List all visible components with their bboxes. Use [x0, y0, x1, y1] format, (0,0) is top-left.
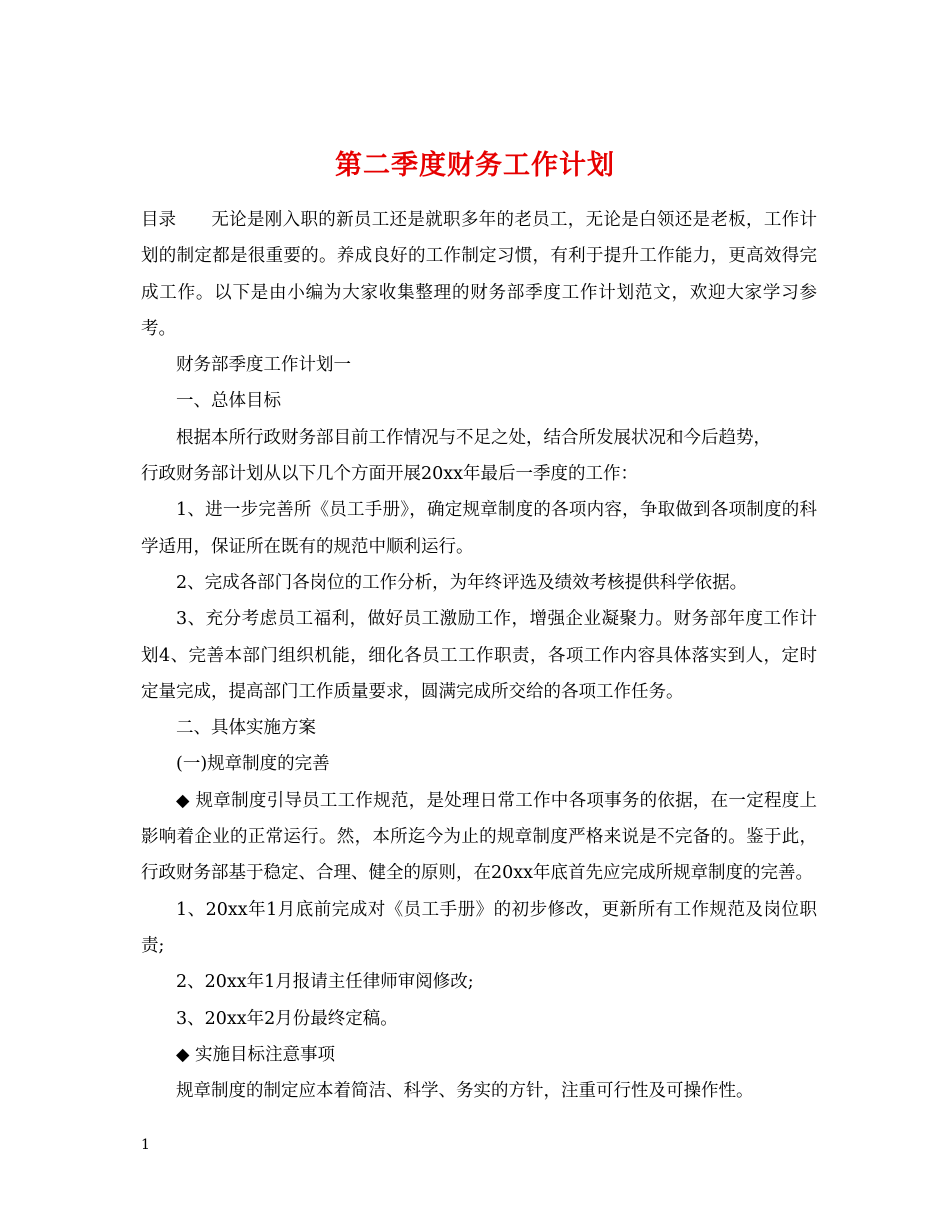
page-number: 1 — [141, 1137, 150, 1153]
list-item: 2、完成各部门各岗位的工作分析，为年终评选及绩效考核提供科学依据。 — [176, 572, 748, 593]
bullet-paragraph: ◆ 规章制度引导员工工作规范，是处理日常工作中各项事务的依据，在一定程度上影响着企业的正常运行。然，本所迄今为止的规章制度严格来说是不完备的。鉴于此，行政财务部基于稳定、合理、健全的原则，在20xx年底首先应完成所规章制度的完善。 — [141, 790, 817, 884]
list-item: 2、20xx年1月报请主任律师审阅修改; — [176, 972, 474, 993]
toc-label: 目录 — [141, 210, 176, 230]
body-paragraph: 行政财务部计划从以下几个方面开展20xx年最后一季度的工作： — [141, 464, 639, 485]
bullet-heading: ◆ 实施目标注意事项 — [176, 1044, 336, 1065]
subsection-heading: (一)规章制度的完善 — [176, 754, 330, 775]
document-title: 第二季度财务工作计划 — [335, 150, 615, 182]
body-paragraph: 规章制度的制定应本着简洁、科学、务实的方针，注重可行性及可操作性。 — [176, 1081, 754, 1102]
document-body — [141, 202, 817, 1109]
intro-text: 无论是刚入职的新员工还是就职多年的老员工，无论是白领还是老板，工作计划的制定都是很重要的。养成良好的工作制定习惯，有利于提升工作能力，更高效得完成工作。以下是由小编为大家收集整理的财务部季度工作计划范文，欢迎大家学习参考。 — [141, 210, 817, 339]
section-heading: 二、具体实施方案 — [176, 718, 316, 739]
section-heading: 一、总体目标 — [176, 391, 281, 412]
section-heading: 财务部季度工作计划一 — [176, 355, 351, 376]
list-item: 3、20xx年2月份最终定稿。 — [176, 1008, 398, 1029]
list-item: 1、20xx年1月底前完成对《员工手册》的初步修改，更新所有工作规范及岗位职责; — [141, 899, 817, 956]
intro-paragraph — [141, 202, 817, 347]
body-paragraph: 根据本所行政财务部目前工作情况与不足之处，结合所发展状况和今后趋势， — [176, 427, 771, 448]
list-item: 3、充分考虑员工福利，做好员工激励工作，增强企业凝聚力。财务部年度工作计划4、完善本部门组织机能，细化各员工工作职责，各项工作内容具体落实到人，定时定量完成，提高部门工作质量要求，圆满完成所交给的各项工作任务。 — [141, 609, 817, 702]
list-item: 1、进一步完善所《员工手册》，确定规章制度的各项内容，争取做到各项制度的科学适用，保证所在既有的规范中顺利运行。 — [141, 500, 817, 557]
